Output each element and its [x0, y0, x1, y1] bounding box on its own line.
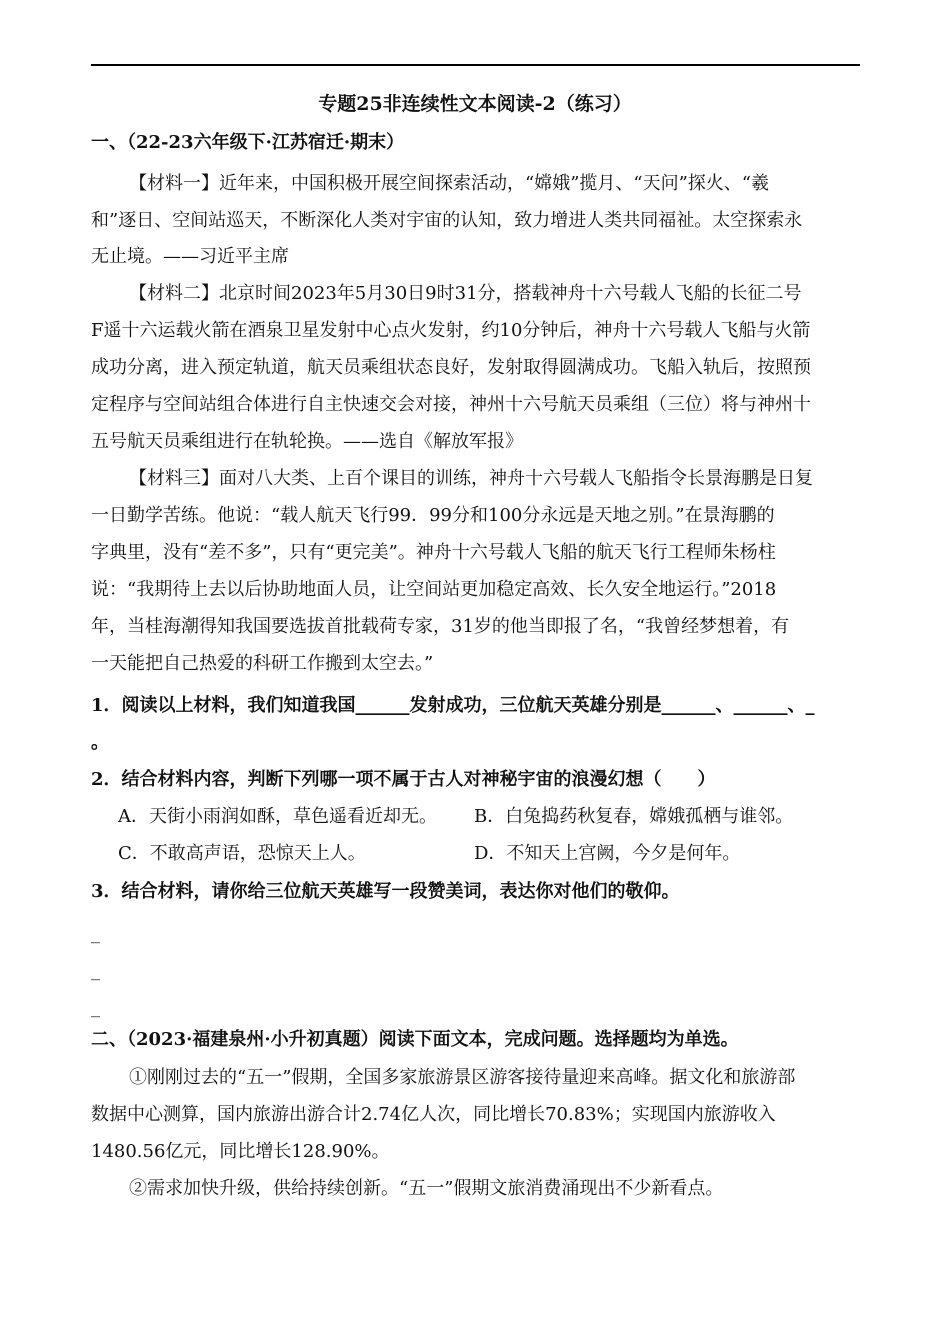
material2-line: 定程序与空间站组合体进行自主快速交会对接，神州十六号航天员乘组（三位）将与神州十 — [91, 394, 811, 415]
section2-heading: 二、（2023·福建泉州·小升初真题）阅读下面文本，完成问题。选择题均为单选。 — [91, 1029, 739, 1050]
header-rule — [91, 64, 860, 66]
answer-blank: _ — [91, 960, 100, 981]
material3-line: 说：“我期待上去以后协助地面人员，让空间站更加稳定高效、长久安全地运行。”2018 — [91, 579, 777, 600]
material3-line: 年，当桂海潮得知我国要选拔首批载荷专家，31岁的他当即报了名，“我曾经梦想着，有 — [91, 616, 790, 637]
material3-line: 字典里，没有“差不多”，只有“更完美”。神舟十六号载人飞船的航天飞行工程师朱杨柱 — [91, 542, 776, 563]
section2-paragraph-line: ②需求加快升级，供给持续创新。“五一”假期文旅消费涌现出不少新看点。 — [129, 1178, 724, 1199]
material1-line: 无止境。——习近平主席 — [91, 246, 289, 267]
section1-heading: 一、（22-23六年级下·江苏宿迁·期末） — [91, 132, 405, 153]
page-title: 专题25非连续性文本阅读-2（练习） — [318, 93, 632, 115]
question-3: 3．结合材料，请你给三位航天英雄写一段赞美词，表达你对他们的敬仰。 — [91, 881, 680, 902]
question-2: 2．结合材料内容，判断下列哪一项不属于古人对神秘宇宙的浪漫幻想（ ） — [91, 769, 716, 790]
material3-line: 一天能把自己热爱的科研工作搬到太空去。” — [91, 653, 434, 674]
section2-paragraph-line: ①刚刚过去的“五一”假期，全国多家旅游景区游客接待量迎来高峰。据文化和旅游部 — [129, 1067, 796, 1088]
answer-blank: _ — [91, 997, 100, 1018]
material1-line: 和”逐日、空间站巡天，不断深化人类对宇宙的认知，致力增进人类共同福祉。太空探索永 — [91, 210, 803, 231]
material2-line: 五号航天员乘组进行在轨轮换。——选自《解放军报》 — [91, 431, 523, 452]
question-1-end: 。 — [91, 732, 109, 753]
question-1: 1．阅读以上材料，我们知道我国______发射成功，三位航天英雄分别是______、______、_ — [91, 695, 815, 716]
option-d: D．不知天上宫阙，今夕是何年。 — [474, 843, 741, 864]
answer-blank: _ — [91, 923, 100, 944]
material2-line: F遥十六运载火箭在酒泉卫星发射中心点火发射，约10分钟后，神舟十六号载人飞船与火箭 — [91, 320, 811, 341]
section2-paragraph-line: 1480.56亿元，同比增长128.90%。 — [91, 1141, 390, 1162]
material3-line: 一日勤学苦练。他说：“载人航天飞行99．99分和100分永远是天地之别。”在景海鹏的 — [91, 505, 775, 526]
material1-line: 【材料一】近年来，中国积极开展空间探索活动，“嫦娥”揽月、“天问”探火、“羲 — [129, 173, 770, 194]
section2-paragraph-line: 数据中心测算，国内旅游出游合计2.74亿人次，同比增长70.83%；实现国内旅游收入 — [91, 1104, 776, 1125]
material3-line: 【材料三】面对八大类、上百个课目的训练，神舟十六号载人飞船指令长景海鹏是日复 — [129, 468, 813, 489]
material2-line: 成功分离，进入预定轨道，航天员乘组状态良好，发射取得圆满成功。飞船入轨后，按照预 — [91, 357, 811, 378]
option-a: A．天街小雨润如酥，草色遥看近却无。 — [118, 806, 437, 827]
option-b: B．白兔捣药秋复春，嫦娥孤栖与谁邻。 — [474, 806, 794, 827]
option-c: C．不敢高声语，恐惊天上人。 — [118, 843, 366, 864]
material2-line: 【材料二】北京时间2023年5月30日9时31分，搭载神舟十六号载人飞船的长征二号 — [129, 283, 802, 304]
